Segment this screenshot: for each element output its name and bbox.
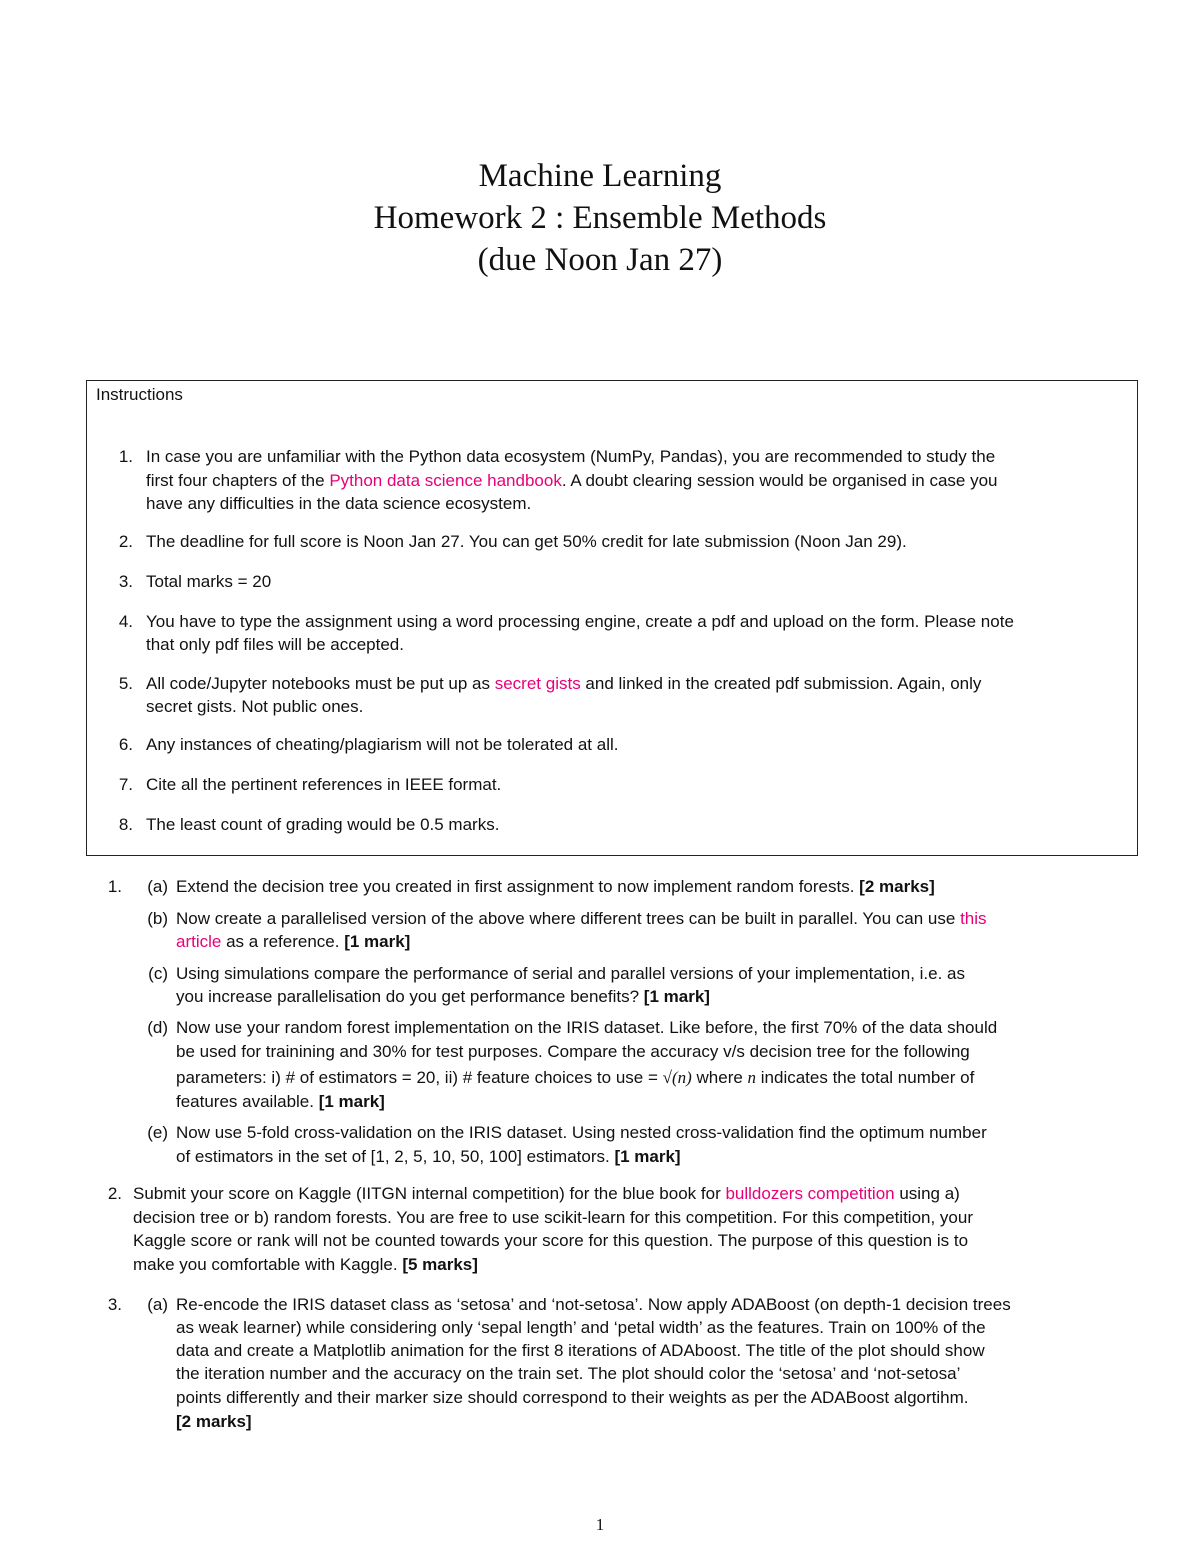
marks: [1 mark] (614, 1147, 681, 1166)
page-number: 1 (595, 1515, 605, 1534)
instruction-text: that only pdf files will be accepted. (146, 635, 404, 654)
instruction-number: 7. (118, 775, 133, 794)
instruction-text: Any instances of cheating/plagiarism will not be tolerated at all. (146, 735, 619, 754)
this-article-link-continued[interactable]: article (176, 932, 222, 951)
instruction-text: Cite all the pertinent references in IEEE format. (146, 775, 502, 794)
n-variable: n (747, 1068, 757, 1087)
subpart-label: (c) (148, 964, 168, 983)
title-line-due-date: (due Noon Jan 27) (477, 242, 723, 278)
marks: [2 marks] (859, 877, 935, 896)
subpart-text: points differently and their marker size should correspond to their weights as per the ADABoost algortihm. (176, 1388, 969, 1407)
question-text: make you comfortable with Kaggle. [5 marks] (133, 1255, 478, 1274)
subpart-text: the iteration number and the accuracy on the train set. The plot should color the ‘setosa’ and ‘not-setosa’ (176, 1364, 961, 1383)
question-number: 3. (107, 1295, 122, 1314)
instruction-number: 1. (118, 447, 133, 466)
subpart-text: of estimators in the set of [1, 2, 5, 10, 50, 100] estimators. [1 mark] (176, 1147, 681, 1166)
document-title (0, 155, 1200, 281)
instructions-heading: Instructions (96, 385, 183, 404)
marks: [1 mark] (643, 987, 710, 1006)
bulldozers-competition-link[interactable]: bulldozers competition (725, 1184, 895, 1203)
subpart-label: (a) (147, 877, 168, 896)
instruction-text: The deadline for full score is Noon Jan 27. You can get 50% credit for late submission (Noon Jan 29). (146, 532, 907, 551)
sqrt-n-formula: √(n) (662, 1068, 692, 1087)
subpart-text: as weak learner) while considering only ‘sepal length’ and ‘petal width’ as the features. Train on 100% of the (176, 1318, 986, 1337)
instruction-number: 8. (118, 815, 133, 834)
title-line-course: Machine Learning (478, 158, 722, 194)
subpart-text: Now use your random forest implementation on the IRIS dataset. Like before, the first 70% of the data should (176, 1018, 998, 1037)
instruction-number: 6. (118, 735, 133, 754)
subpart-text: Now create a parallelised version of the above where different trees can be built in parallel. You can use this (176, 909, 987, 928)
instruction-number: 5. (118, 674, 133, 693)
instruction-text: The least count of grading would be 0.5 marks. (146, 815, 500, 834)
subpart-text: Now use 5-fold cross-validation on the IRIS dataset. Using nested cross-validation find the optimum number (176, 1123, 987, 1142)
instruction-number: 3. (118, 572, 133, 591)
question-text: decision tree or b) random forests. You are free to use scikit-learn for this competition. For this competition, your (133, 1208, 973, 1227)
marks: [1 mark] (318, 1092, 385, 1111)
instruction-number: 4. (118, 612, 133, 631)
subpart-text: Extend the decision tree you created in first assignment to now implement random forests. [2 marks] (176, 877, 935, 896)
instruction-text: All code/Jupyter notebooks must be put up as secret gists and linked in the created pdf submission. Again, only (146, 674, 982, 693)
subpart-label: (e) (147, 1123, 168, 1142)
question-number: 1. (107, 877, 122, 896)
python-handbook-link[interactable]: Python data science handbook (329, 471, 562, 490)
subpart-text: parameters: i) # of estimators = 20, ii) # feature choices to use = √(n) where n indicates the total number of (176, 1068, 975, 1087)
question-number: 2. (107, 1184, 122, 1203)
secret-gists-link[interactable]: secret gists (494, 674, 581, 693)
marks: [5 marks] (402, 1255, 478, 1274)
instruction-text: first four chapters of the Python data science handbook. A doubt clearing session would be organised in case you (146, 471, 998, 490)
question-text: Submit your score on Kaggle (IITGN internal competition) for the blue book for bulldozers competition using a) (133, 1184, 960, 1203)
title-line-homework: Homework 2 : Ensemble Methods (373, 200, 827, 236)
instruction-text: secret gists. Not public ones. (146, 697, 364, 716)
marks: [1 mark] (344, 932, 411, 951)
subpart-text: data and create a Matplotlib animation for the first 8 iterations of ADAboost. The title of the plot should show (176, 1341, 985, 1360)
subpart-label: (d) (147, 1018, 168, 1037)
subpart-text: features available. [1 mark] (176, 1092, 385, 1111)
instruction-text: have any difficulties in the data science ecosystem. (146, 494, 532, 513)
subpart-label: (a) (147, 1295, 168, 1314)
subpart-text: Re-encode the IRIS dataset class as ‘setosa’ and ‘not-setosa’. Now apply ADABoost (on depth-1 decision trees (176, 1295, 1011, 1314)
subpart-text: you increase parallelisation do you get performance benefits? [1 mark] (176, 987, 710, 1006)
instruction-text: You have to type the assignment using a word processing engine, create a pdf and upload on the form. Please note (146, 612, 1014, 631)
subpart-text: be used for trainining and 30% for test purposes. Compare the accuracy v/s decision tree for the following (176, 1042, 970, 1061)
subpart-text: article as a reference. [1 mark] (176, 932, 411, 951)
instruction-number: 2. (118, 532, 133, 551)
subpart-text: Using simulations compare the performance of serial and parallel versions of your implementation, i.e. as (176, 964, 965, 983)
this-article-link[interactable]: this (960, 909, 987, 928)
subpart-label: (b) (147, 909, 168, 928)
instruction-text: In case you are unfamiliar with the Python data ecosystem (NumPy, Pandas), you are recommended to study the (146, 447, 996, 466)
subpart-marks: [2 marks] (176, 1412, 252, 1431)
question-text: Kaggle score or rank will not be counted towards your score for this question. The purpose of this question is to (133, 1231, 969, 1250)
instruction-text: Total marks = 20 (146, 572, 272, 591)
